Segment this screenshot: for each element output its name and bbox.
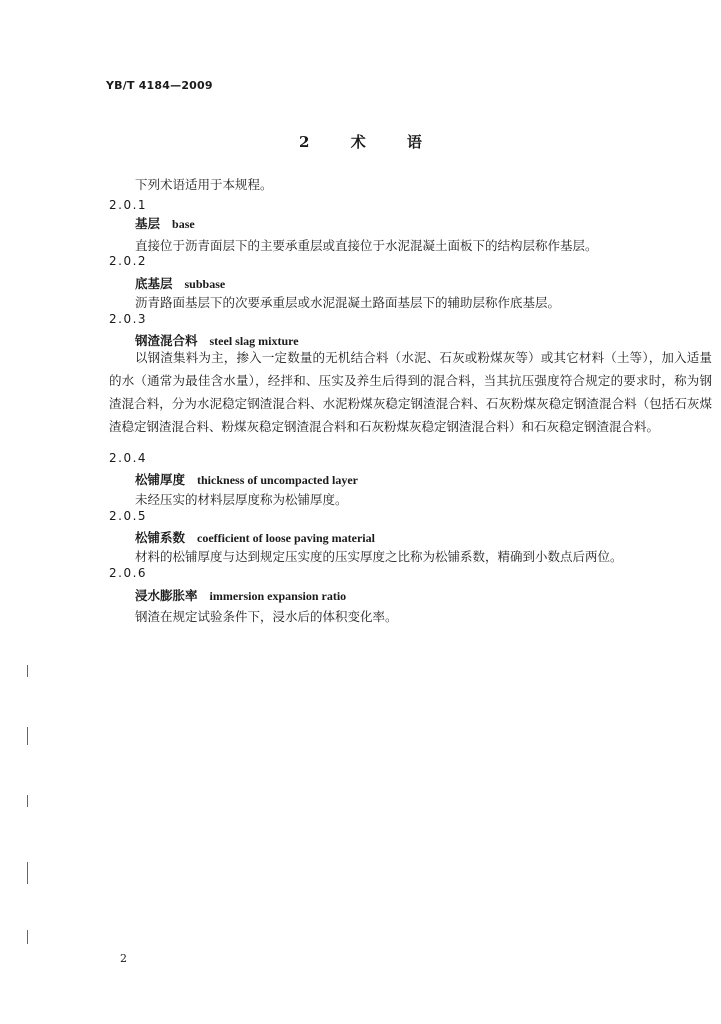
clause-number: 2.0.6 (109, 566, 148, 580)
term-en: immersion expansion ratio (209, 589, 347, 603)
term-heading (135, 470, 358, 488)
scan-mark (27, 665, 28, 677)
term-heading (135, 586, 346, 604)
document-code-header: YB/T 4184—2009 (106, 79, 213, 92)
term-zh: 松铺厚度 (135, 472, 186, 487)
intro-text: 下列术语适用于本规程。 (135, 177, 273, 192)
scan-mark (27, 862, 28, 884)
term-zh: 基层 (135, 216, 161, 231)
term-definition: 材料的松铺厚度与达到规定压实度的压实厚度之比称为松铺系数，精确到小数点后两位。 (135, 549, 623, 564)
term-heading (135, 528, 375, 546)
scan-mark (27, 727, 28, 745)
term-zh: 松铺系数 (135, 530, 186, 545)
term-en: thickness of uncompacted layer (197, 473, 359, 487)
scan-mark (27, 795, 28, 807)
clause-number: 2.0.3 (109, 312, 148, 326)
clause-number: 2.0.5 (109, 509, 148, 523)
term-en: steel slag mixture (209, 334, 299, 348)
clause-number: 2.0.1 (109, 198, 148, 212)
term-definition: 未经压实的材料层厚度称为松铺厚度。 (135, 492, 348, 507)
term-zh: 钢渣混合料 (135, 333, 198, 348)
term-definition: 直接位于沥青面层下的主要承重层或直接位于水泥混凝土面板下的结构层称作基层。 (135, 238, 598, 253)
section-title: 2 术 语 (299, 133, 440, 151)
term-heading (135, 274, 225, 292)
term-en: base (172, 217, 195, 231)
term-en: coefficient of loose paving material (197, 531, 375, 545)
term-en: subbase (184, 277, 226, 291)
clause-number: 2.0.2 (109, 254, 148, 268)
clause-number: 2.0.4 (109, 451, 148, 465)
page-number: 2 (120, 952, 127, 965)
scan-mark (27, 930, 28, 944)
term-zh: 底基层 (135, 276, 173, 291)
term-zh: 浸水膨胀率 (135, 588, 198, 603)
term-definition: 沥青路面基层下的次要承重层或水泥混凝土路面基层下的辅助层称作底基层。 (135, 295, 561, 310)
term-heading (135, 214, 195, 232)
term-definition: 以钢渣集料为主，掺入一定数量的无机结合料（水泥、石灰或粉煤灰等）或其它材料（土等），加入适量的水（通常为最佳含水量），经拌和、压实及养生后得到的混合料，当其抗压强度符合规定的要求时，称为钢渣混合料，分为水泥稳定钢渣混合料、水泥粉煤灰稳定钢渣混合料、石灰粉煤灰稳定钢渣混合料（包括石灰煤渣稳定钢渣混合料、粉煤灰稳定钢渣混合料和石灰粉煤灰稳定钢渣混合料）和石灰稳定钢渣混合料。 (109, 350, 712, 434)
term-definition: 钢渣在规定试验条件下，浸水后的体积变化率。 (135, 609, 398, 624)
